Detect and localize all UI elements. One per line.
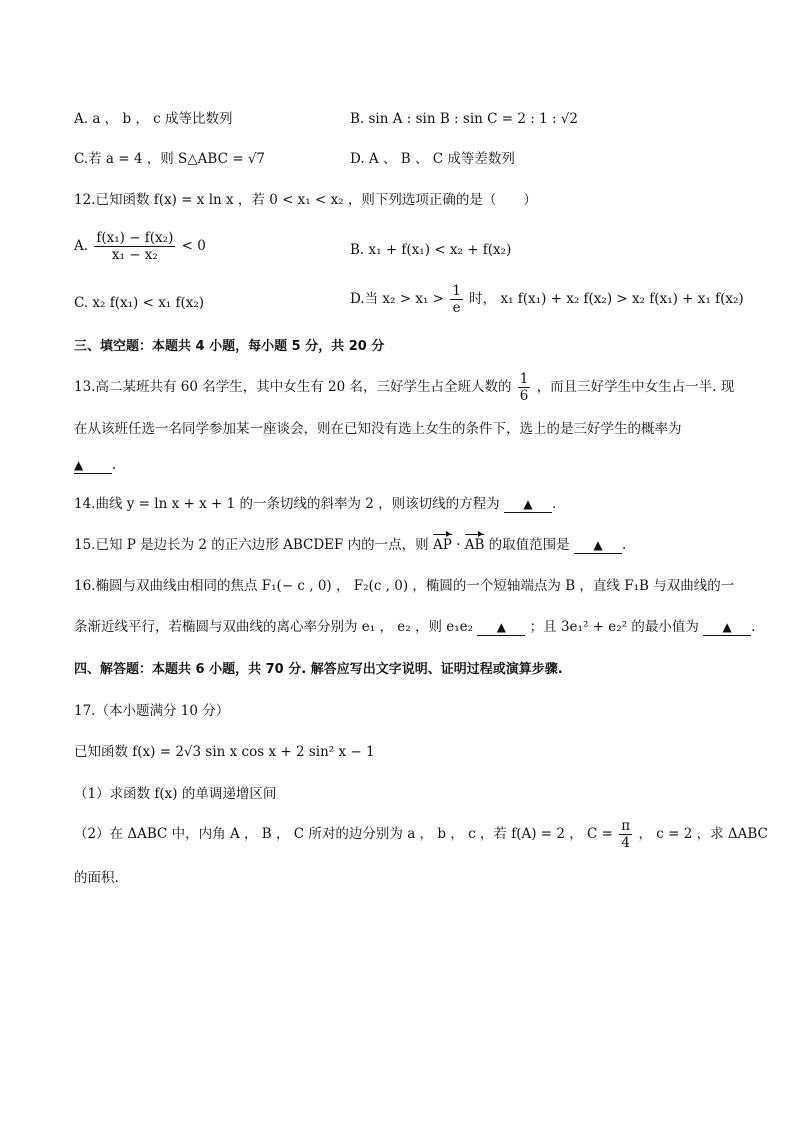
q15	[74, 536, 626, 554]
q12-stem: 12.已知函数 f(x) = x ln x ，若 0 < x₁ < x₂ ，则下列选项正确的是（ ）	[74, 192, 537, 208]
q13-fraction	[518, 371, 531, 404]
answer-blank[interactable]	[74, 457, 112, 474]
section-3-title: 三、填空题：本题共 4 小题，每小题 5 分，共 20 分	[74, 339, 385, 354]
q11-option-d: D. A 、 B 、 C 成等差数列	[350, 151, 515, 167]
triangle-marker-icon: ▲	[496, 620, 506, 634]
triangle-marker-icon: ▲	[74, 458, 84, 472]
q17-part-2-pre: （2）在 ΔABC 中，内角 A ， B ， C 所对的边分别为 a ， b ， c ，若 f(A) = 2 ， C =	[74, 826, 613, 842]
q14-pre: 14.曲线 y = ln x + x + 1 的一条切线的斜率为 2 ，则该切线的方程为	[74, 496, 500, 512]
q12-option-a-label: A.	[74, 238, 89, 254]
answer-blank[interactable]	[703, 619, 751, 636]
q16-line-2-pre: 条渐近线平行，若椭圆与双曲线的离心率分别为 e₁ ， e₂ ，则 e₁e₂	[74, 619, 474, 635]
triangle-marker-icon: ▲	[593, 538, 603, 552]
q12-option-d-fraction	[450, 283, 463, 316]
q16-end: .	[751, 619, 756, 635]
q13-end: .	[112, 457, 117, 473]
q13-line-1-pre: 13.高二某班共有 60 名学生，其中女生有 20 名，三好学生占全班人数的	[74, 379, 512, 395]
answer-blank[interactable]	[477, 619, 525, 636]
q13-line-1-post: ，而且三好学生中女生占一半. 现	[536, 379, 735, 395]
answer-blank[interactable]	[574, 537, 622, 554]
fraction-denominator: 6	[519, 388, 529, 404]
triangle-marker-icon: ▲	[722, 620, 732, 634]
dot-operator: ·	[451, 537, 465, 553]
q14	[74, 495, 556, 513]
vector-ap: AP	[432, 537, 452, 553]
q11-option-a: A. a ， b ， c 成等比数列	[74, 111, 233, 127]
fraction-numerator: 1	[519, 371, 529, 387]
q12-option-a-fraction	[94, 230, 175, 263]
fraction-denominator: 4	[621, 835, 631, 851]
q13-line-3	[74, 456, 116, 474]
triangle-marker-icon: ▲	[523, 497, 533, 511]
q15-pre: 15.已知 P 是边长为 2 的正六边形 ABCDEF 内的一点，则	[74, 537, 429, 553]
section-4-title: 四、解答题：本题共 6 小题，共 70 分. 解答应写出文字说明、证明过程或演算步骤.	[74, 662, 563, 677]
fraction-numerator: 1	[452, 283, 461, 299]
q16-line-1: 16.椭圆与双曲线由相同的焦点 F₁(− c , 0) ， F₂(c , 0) ，椭圆的一个短轴端点为 B ，直线 F₁B 与双曲线的一	[74, 578, 735, 594]
q12-option-d-post: 时， x₁ f(x₁) + x₂ f(x₂) > x₂ f(x₁) + x₁ f(x₂)	[469, 291, 744, 307]
q12-option-c: C. x₂ f(x₁) < x₁ f(x₂)	[74, 295, 205, 311]
q14-end: .	[551, 496, 557, 512]
q11-option-b: B. sin A : sin B : sin C = 2 : 1 : √2	[350, 111, 578, 127]
q13-line-1	[74, 371, 734, 404]
fraction-denominator: e	[452, 300, 461, 316]
q12-option-d	[350, 283, 744, 316]
fraction-denominator: x₁ − x₂	[111, 247, 158, 263]
q15-end: .	[621, 537, 627, 553]
q17-fraction	[619, 818, 632, 851]
q13-line-2: 在从该班任选一名同学参加某一座谈会，则在已知没有选上女生的条件下，选上的是三好学生的概率为	[74, 421, 682, 437]
q17-part-1: （1）求函数 f(x) 的单调递增区间	[74, 786, 277, 802]
q17-heading: 17.（本小题满分 10 分）	[74, 703, 230, 719]
vector-ab: AB	[464, 537, 485, 553]
q17-part-2-post: ， c = 2 ，求 ΔABC	[638, 826, 768, 842]
fraction-numerator: π	[621, 818, 631, 834]
q11-option-c: C.若 a = 4 ，则 S△ABC = √7	[74, 151, 266, 167]
q15-mid: 的取值范围是	[488, 537, 570, 553]
q16-line-2-mid: ；且 3e₁² + e₂² 的最小值为	[529, 619, 699, 635]
q17-given: 已知函数 f(x) = 2√3 sin x cos x + 2 sin² x − 1	[74, 744, 375, 760]
q16-line-2	[74, 618, 755, 636]
q17-part-2	[74, 818, 768, 851]
answer-blank[interactable]	[504, 496, 552, 513]
q17-part-2-continued: 的面积.	[74, 870, 119, 886]
q12-option-b: B. x₁ + f(x₁) < x₂ + f(x₂)	[350, 242, 512, 258]
q12-option-a	[74, 230, 206, 263]
q12-option-a-tail: < 0	[181, 238, 206, 254]
fraction-numerator: f(x₁) − f(x₂)	[96, 230, 174, 246]
q12-option-d-pre: D.当 x₂ > x₁ >	[350, 291, 444, 307]
